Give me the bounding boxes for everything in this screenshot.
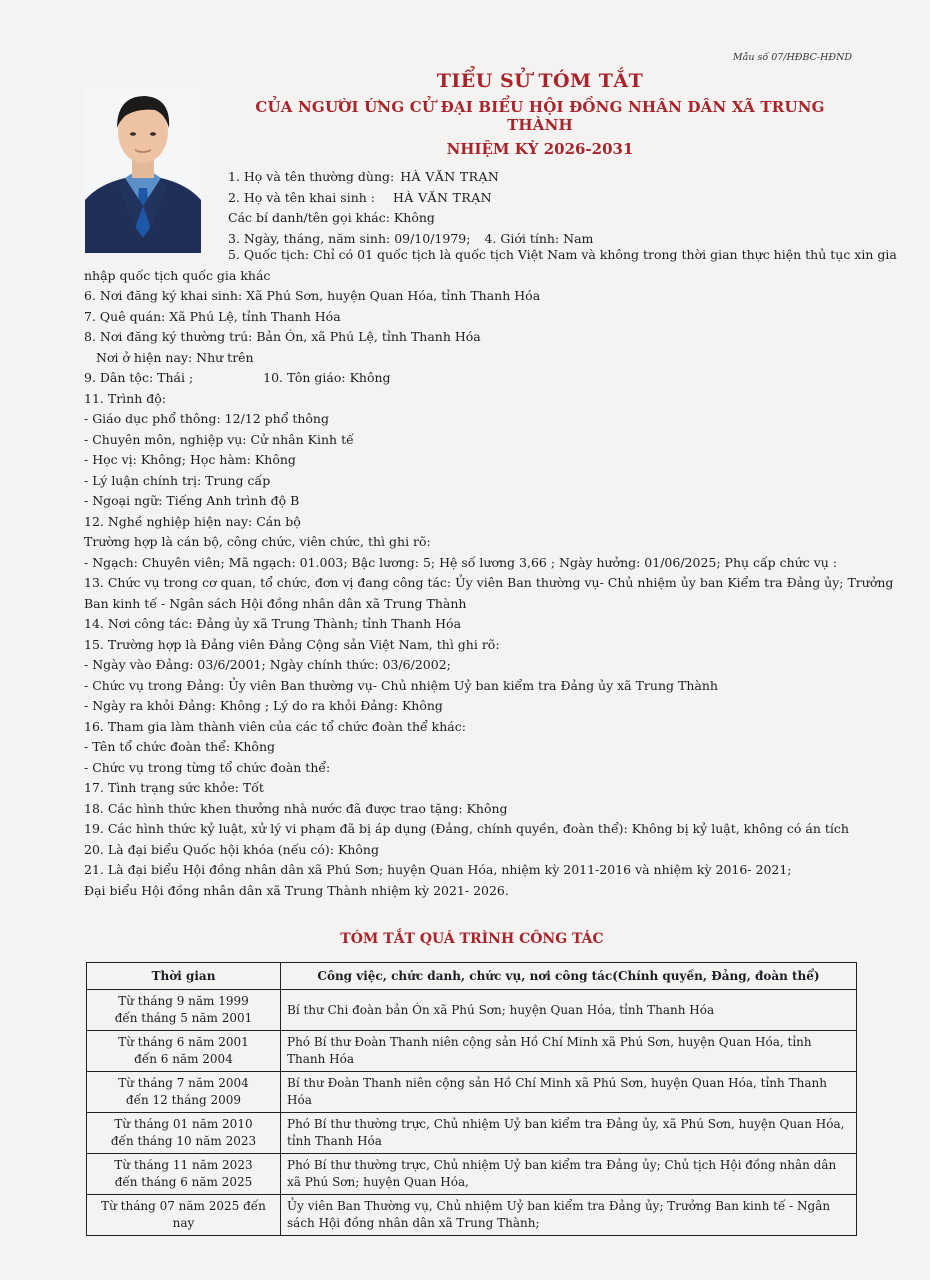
religion-text: 10. Tôn giáo: Không <box>263 370 391 385</box>
time-to: đến 6 năm 2004 <box>134 1052 233 1066</box>
field-education-title: 11. Trình độ: <box>84 390 166 406</box>
document-title <box>230 70 850 158</box>
detail-fields <box>84 245 897 901</box>
field-council: 21. Là đại biểu Hội đồng nhân dân xã Phú Sơn; huyện Quan Hóa, nhiệm kỳ 2011-2016 và nhiệm kỳ 2016- 2021; <box>84 862 792 877</box>
table-header-row <box>87 963 857 990</box>
field-position: 13. Chức vụ trong cơ quan, tổ chức, đơn vị đang công tác: Ủy viên Ban thường vụ- Chủ nhiệm ủy ban Kiểm tra Đảng ủy; Trưởng <box>84 575 894 590</box>
title-line-3: NHIỆM KỲ 2026-2031 <box>446 140 634 158</box>
common-name-value: HÀ VĂN TRẠN <box>400 169 500 184</box>
table-row <box>87 1113 857 1154</box>
time-from: Từ tháng 9 năm 1999 <box>118 994 249 1008</box>
time-cell <box>87 1195 281 1236</box>
table-row <box>87 1154 857 1195</box>
identity-fields <box>228 167 848 249</box>
time-from: Từ tháng 11 năm 2023 <box>114 1158 253 1172</box>
field-birth-name <box>228 188 848 209</box>
ethnicity-text: 9. Dân tộc: Thái ; <box>84 370 194 385</box>
field-discipline: 19. Các hình thức kỷ luật, xử lý vi phạm đã bị áp dụng (Đảng, chính quyền, đoàn thể): Không bị kỷ luật, không có án tích <box>84 821 849 836</box>
field-party-join: - Ngày vào Đảng: 03/6/2001; Ngày chính thức: 03/6/2002; <box>84 657 451 672</box>
field-education-politics: - Lý luận chính trị: Trung cấp <box>84 472 271 488</box>
time-from: Từ tháng 07 năm 2025 đến nay <box>101 1199 266 1230</box>
field-birth-registration: 6. Nơi đăng ký khai sinh: Xã Phú Sơn, huyện Quan Hóa, tỉnh Thanh Hóa <box>84 288 541 303</box>
time-from: Từ tháng 01 năm 2010 <box>114 1117 253 1131</box>
common-name-label: 1. Họ và tên thường dùng: <box>228 169 395 184</box>
job-cell: Phó Bí thư thường trực, Chủ nhiệm Uỷ ban kiểm tra Đảng ủy, xã Phú Sơn, huyện Quan Hóa, tỉnh Thanh Hóa <box>281 1113 857 1154</box>
field-workplace: 14. Nơi công tác: Đảng ủy xã Trung Thành; tỉnh Thanh Hóa <box>84 616 462 631</box>
field-council-cont: Đại biểu Hội đồng nhân dân xã Trung Thành nhiệm kỳ 2021- 2026. <box>84 882 509 898</box>
field-education-general: - Giáo dục phổ thông: 12/12 phổ thông <box>84 411 329 426</box>
field-nationality-cont: nhập quốc tịch quốc gia khác <box>84 267 271 283</box>
table-row <box>87 1072 857 1113</box>
field-na-delegate: 20. Là đại biểu Quốc hội khóa (nếu có): Không <box>84 841 379 857</box>
time-cell <box>87 1031 281 1072</box>
title-line-1: TIỂU SỬ TÓM TẮT <box>436 70 644 92</box>
title-line-2: CỦA NGƯỜI ỨNG CỬ ĐẠI BIỂU HỘI ĐỒNG NHÂN DÂN XÃ TRUNG THÀNH <box>255 98 825 134</box>
field-party-position: - Chức vụ trong Đảng: Ủy viên Ban thường vụ- Chủ nhiệm Uỷ ban kiểm tra Đảng ủy xã Trung Thành <box>84 677 718 693</box>
field-current-address: Nơi ở hiện nay: Như trên <box>96 349 254 365</box>
table-row <box>87 1031 857 1072</box>
col-time-header: Thời gian <box>87 963 281 990</box>
portrait-photo <box>85 88 201 253</box>
field-civil-note: Trường hợp là cán bộ, công chức, viên chức, thì ghi rõ: <box>84 534 431 549</box>
field-alias: Các bí danh/tên gọi khác: Không <box>228 210 435 225</box>
work-history-title: TÓM TẮT QUÁ TRÌNH CÔNG TÁC <box>340 931 604 947</box>
field-ethnicity-religion <box>84 368 860 389</box>
table-row <box>87 1195 857 1236</box>
field-health: 17. Tình trạng sức khỏe: Tốt <box>84 780 264 795</box>
job-cell: Bí thư Chi đoàn bản Ón xã Phú Sơn; huyện Quan Hóa, tỉnh Thanh Hóa <box>281 990 857 1031</box>
job-cell: Phó Bí thư thường trực, Chủ nhiệm Uỷ ban kiểm tra Đảng ủy; Chủ tịch Hội đồng nhân dân xã Phú Sơn; huyện Quan Hóa, <box>281 1154 857 1195</box>
table-row <box>87 990 857 1031</box>
time-to: đến tháng 10 năm 2023 <box>110 1134 257 1148</box>
job-cell: Bí thư Đoàn Thanh niên cộng sản Hồ Chí Minh xã Phú Sơn, huyện Quan Hóa, tỉnh Thanh Hóa <box>281 1072 857 1113</box>
field-hometown: 7. Quê quán: Xã Phú Lệ, tỉnh Thanh Hóa <box>84 308 341 324</box>
field-education-language: - Ngoại ngữ: Tiếng Anh trình độ B <box>84 493 300 508</box>
job-cell: Phó Bí thư Đoàn Thanh niên cộng sản Hồ Chí Minh xã Phú Sơn, huyện Quan Hóa, tỉnh Thanh Hóa <box>281 1031 857 1072</box>
field-party-title: 15. Trường hợp là Đảng viên Đảng Cộng sản Việt Nam, thì ghi rõ: <box>84 636 500 652</box>
time-to: đến 12 tháng 2009 <box>125 1093 242 1107</box>
gender-text: 4. Giới tính: Nam <box>484 230 594 246</box>
field-residence: 8. Nơi đăng ký thường trú: Bản Ón, xã Phú Lệ, tỉnh Thanh Hóa <box>84 329 481 344</box>
time-cell <box>87 1113 281 1154</box>
field-nationality: 5. Quốc tịch: Chỉ có 01 quốc tịch là quốc tịch Việt Nam và không trong thời gian thực hiện thủ tục xin gia <box>228 247 897 262</box>
time-cell <box>87 1154 281 1195</box>
field-occupation: 12. Nghề nghiệp hiện nay: Cán bộ <box>84 513 301 529</box>
field-position-cont: Ban kinh tế - Ngân sách Hội đồng nhân dân xã Trung Thành <box>84 595 467 611</box>
field-orgs-position: - Chức vụ trong từng tổ chức đoàn thể: <box>84 759 331 775</box>
birth-name-value: HÀ VĂN TRẠN <box>392 189 492 205</box>
job-cell: Ủy viên Ban Thường vụ, Chủ nhiệm Uỷ ban kiểm tra Đảng ủy; Trưởng Ban kinh tế - Ngân sách Hội đồng nhân dân xã Trung Thành; <box>281 1195 857 1236</box>
time-from: Từ tháng 7 năm 2004 <box>118 1076 249 1090</box>
time-cell <box>87 990 281 1031</box>
dob-text: 3. Ngày, tháng, năm sinh: 09/10/1979; <box>228 230 471 246</box>
field-civil-detail: - Ngạch: Chuyên viên; Mã ngạch: 01.003; Bậc lương: 5; Hệ số lương 3,66 ; Ngày hưởng: 01/06/2025; Phụ cấp chức vụ : <box>84 554 838 570</box>
field-education-degree: - Học vị: Không; Học hàm: Không <box>84 452 296 467</box>
field-awards: 18. Các hình thức khen thưởng nhà nước đã được trao tặng: Không <box>84 800 508 816</box>
col-job-header: Công việc, chức danh, chức vụ, nơi công tác(Chính quyền, Đảng, đoàn thể) <box>281 963 857 990</box>
time-to: đến tháng 5 năm 2001 <box>114 1011 253 1025</box>
work-history-table <box>86 962 857 1236</box>
field-party-leave: - Ngày ra khỏi Đảng: Không ; Lý do ra khỏi Đảng: Không <box>84 698 443 713</box>
field-education-major: - Chuyên môn, nghiệp vụ: Cử nhân Kinh tế <box>84 431 354 447</box>
time-from: Từ tháng 6 năm 2001 <box>118 1035 249 1049</box>
birth-name-label: 2. Họ và tên khai sinh : <box>228 189 375 205</box>
field-common-name <box>228 167 848 188</box>
field-orgs-title: 16. Tham gia làm thành viên của các tổ chức đoàn thể khác: <box>84 718 466 734</box>
form-number: Mẫu số 07/HĐBC-HĐND <box>732 52 852 63</box>
field-orgs-name: - Tên tổ chức đoàn thể: Không <box>84 739 275 754</box>
time-cell <box>87 1072 281 1113</box>
time-to: đến tháng 6 năm 2025 <box>114 1175 253 1189</box>
